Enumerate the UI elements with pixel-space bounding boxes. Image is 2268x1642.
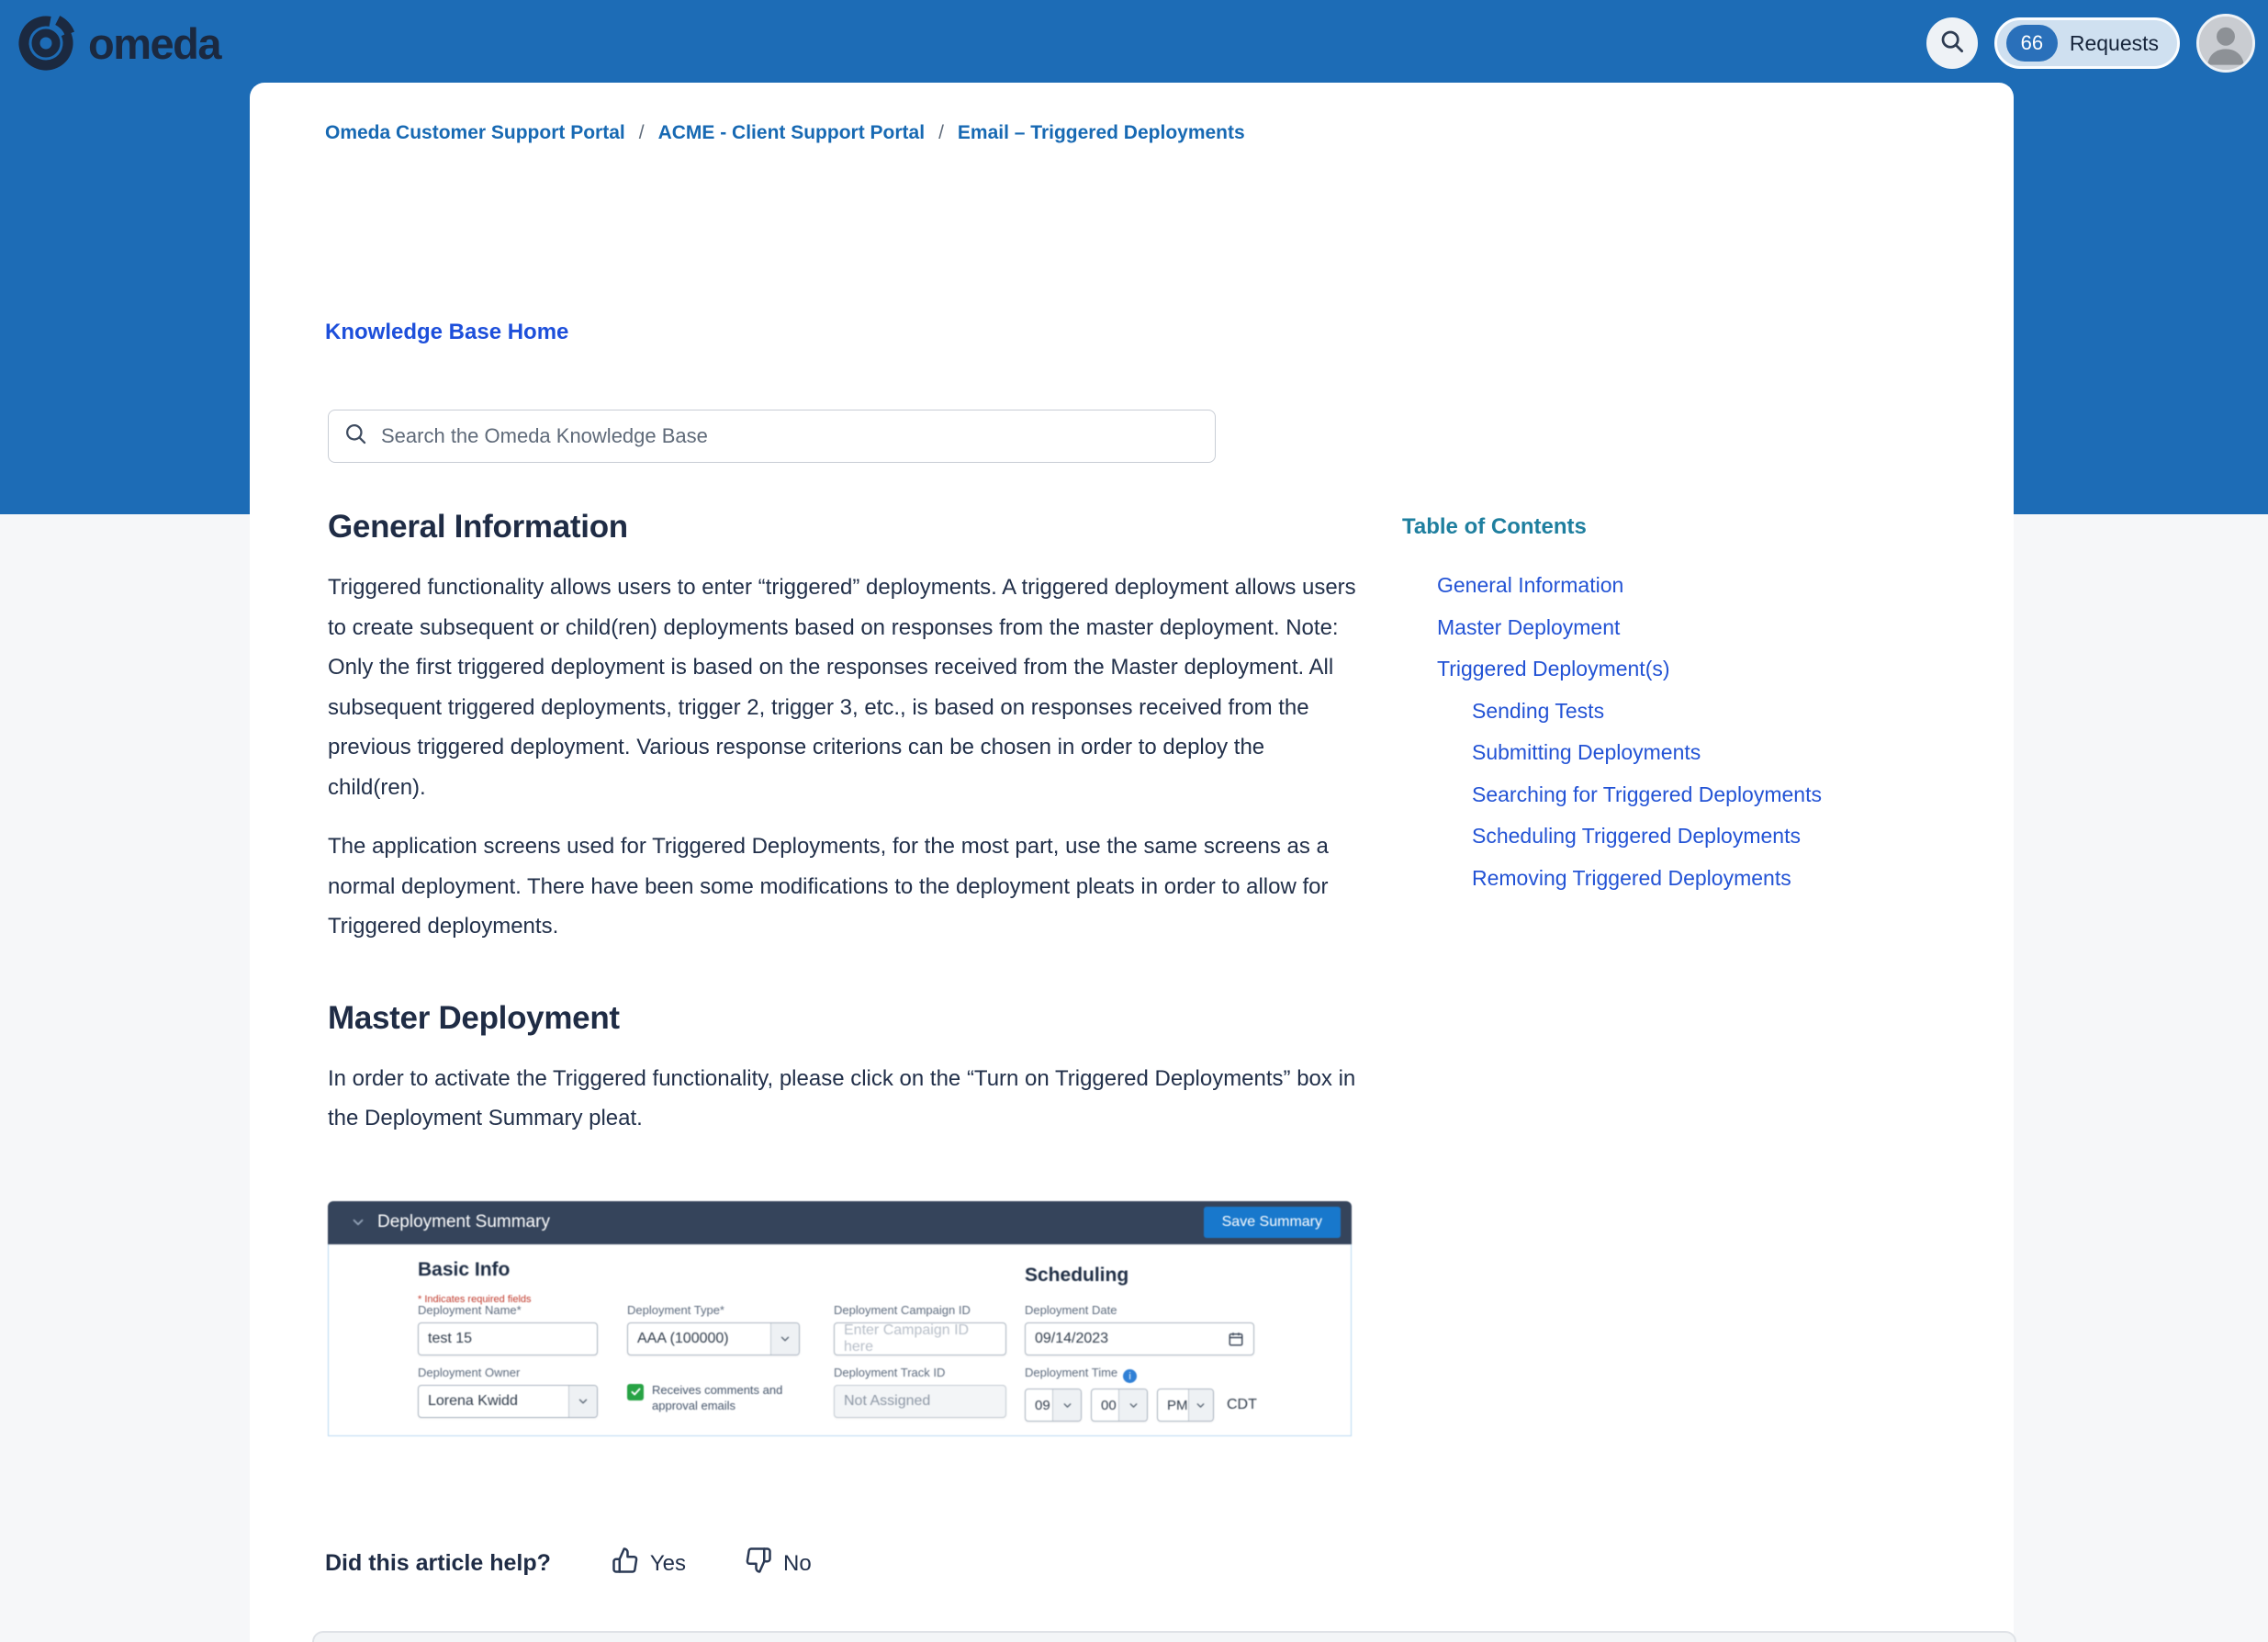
requests-button[interactable] [1994,17,2180,69]
shot-deployment-name-input: test 15 [418,1322,598,1355]
comment-box[interactable] [312,1631,2016,1642]
shot-save-summary-button: Save Summary [1204,1207,1341,1238]
topbar-actions [1926,14,2255,73]
shot-meridiem-select [1157,1389,1214,1422]
shot-pleat-title: Deployment Summary [377,1212,550,1232]
article-body [328,509,1358,1436]
shot-receives-comments-checkbox [627,1382,820,1413]
shot-deployment-time-field [1025,1366,1337,1423]
avatar-photo [2199,17,2252,70]
header-search-button[interactable] [1926,17,1978,69]
thumbs-down-icon [745,1546,772,1580]
article-feedback [325,1546,812,1580]
feedback-no-label: No [783,1550,812,1576]
toc-link-submitting-deployments[interactable]: Submitting Deployments [1472,740,1701,764]
feedback-no-button[interactable] [745,1546,812,1580]
chevron-down-icon [568,1386,597,1417]
shot-track-id-field [834,1366,1006,1418]
checkbox-checked-icon [627,1384,644,1400]
requests-label: Requests [2069,30,2159,55]
toc-link-sending-tests[interactable]: Sending Tests [1472,698,1605,723]
toc-list [1402,565,1971,899]
shot-campaign-id-field [834,1303,1006,1355]
omeda-logo[interactable] [13,8,220,79]
date-value: 09/14/2023 [1035,1330,1109,1346]
breadcrumb-link-current-article[interactable]: Email – Triggered Deployments [957,122,1245,143]
field-label: Deployment Campaign ID [834,1302,971,1317]
shot-deployment-date-field [1025,1303,1254,1355]
toc-link-scheduling-triggered-deployments[interactable]: Scheduling Triggered Deployments [1472,824,1801,848]
shot-basic-info-heading: Basic Info [418,1258,511,1280]
article-paragraph: The application screens used for Triggered Deployments, for the most part, use the same screens as a normal deployment. There have been some modifications to the deployment pleats in order to allow for Triggered deployments. [328,834,1329,939]
timezone-label: CDT [1227,1397,1257,1412]
shot-required-note: * Indicates required fields [418,1293,532,1305]
toc-link-general-information[interactable]: General Information [1437,573,1624,597]
select-value: PM [1167,1397,1188,1413]
toc-link-removing-triggered-deployments[interactable]: Removing Triggered Deployments [1472,865,1791,890]
chevron-down-icon [350,1214,366,1231]
field-label [1025,1366,1337,1384]
field-label: Deployment Date [1025,1302,1117,1317]
user-avatar[interactable] [2196,14,2255,73]
select-value: Lorena Kwidd [428,1392,518,1409]
logo-text: omeda [88,18,220,68]
select-value: 09 [1035,1397,1050,1413]
field-label: Deployment Type* [627,1302,724,1317]
toc-link-master-deployment[interactable]: Master Deployment [1437,614,1621,639]
deployment-summary-screenshot [328,1201,1352,1436]
section-heading-general-information: General Information [328,509,628,545]
shot-campaign-id-input: Enter Campaign ID here [834,1322,1006,1355]
feedback-question: Did this article help? [325,1550,551,1576]
toc-link-triggered-deployments[interactable]: Triggered Deployment(s) [1437,657,1670,680]
time-label-text: Deployment Time [1025,1365,1118,1379]
table-of-contents [1402,514,1971,899]
toc-link-searching-triggered-deployments[interactable]: Searching for Triggered Deployments [1472,782,1822,806]
shot-deployment-type-field [627,1303,800,1355]
time-selects [1025,1389,1337,1422]
info-icon: i [1123,1369,1137,1383]
toc-title: Table of Contents [1402,514,1587,539]
shot-deployment-date-input [1025,1322,1254,1355]
thumbs-up-icon [612,1546,639,1580]
field-label: Deployment Track ID [834,1365,946,1379]
shot-scheduling-heading: Scheduling [1025,1264,1129,1286]
calendar-icon [1228,1331,1244,1347]
shot-pleat-body [328,1244,1352,1436]
breadcrumb [325,122,1245,144]
article-paragraph: Triggered functionality allows users to enter “triggered” deployments. A triggered deployment allows users to create subsequent or child(ren) deployments based on responses from the master deployment. Note: Only the first triggered deployment is based on the responses received from the Master deployment. All subsequent triggered deployments, trigger 2, trigger 3, etc., is based on responses received from the previous triggered deployment. Various response criterions can be chosen in order to deploy the child(ren). [328,575,1356,800]
shot-deployment-name-field [418,1303,598,1355]
content-card [250,83,2014,1642]
knowledge-base-home-link[interactable]: Knowledge Base Home [325,320,569,344]
kb-search-box [328,410,1216,463]
breadcrumb-link-portal[interactable]: Omeda Customer Support Portal [325,122,625,143]
breadcrumb-separator: / [938,122,944,143]
shot-pleat-header [328,1201,1352,1244]
shot-track-id-input: Not Assigned [834,1385,1006,1418]
section-heading-master-deployment: Master Deployment [328,999,620,1036]
shot-hour-select [1025,1389,1082,1422]
shot-minute-select [1091,1389,1148,1422]
breadcrumb-separator: / [638,122,645,143]
select-value: AAA (100000) [637,1330,729,1346]
chevron-down-icon [1188,1389,1214,1421]
kb-search-input[interactable] [379,423,1200,449]
shot-deployment-owner-select [418,1385,598,1418]
chevron-down-icon [1052,1389,1081,1421]
shot-deployment-owner-field [418,1366,598,1418]
search-icon [1938,28,1966,60]
breadcrumb-link-client-portal[interactable]: ACME - Client Support Portal [657,122,926,143]
field-label: Deployment Name* [418,1302,522,1317]
chevron-down-icon [1118,1389,1147,1421]
requests-count-badge: 66 [2006,25,2058,62]
chevron-down-icon [770,1323,799,1355]
feedback-yes-button[interactable] [612,1546,686,1580]
topbar [0,0,2268,86]
feedback-yes-label: Yes [649,1550,687,1576]
omeda-logo-icon [13,8,79,79]
checkbox-label: Receives comments and approval emails [652,1382,783,1412]
article-paragraph: In order to activate the Triggered functionality, please click on the “Turn on Triggered Deployments” box in the Deployment Summary pleat. [328,1065,1356,1130]
search-icon [343,422,368,451]
select-value: 00 [1101,1397,1117,1413]
field-label: Deployment Owner [418,1365,521,1379]
shot-deployment-type-select [627,1322,800,1355]
